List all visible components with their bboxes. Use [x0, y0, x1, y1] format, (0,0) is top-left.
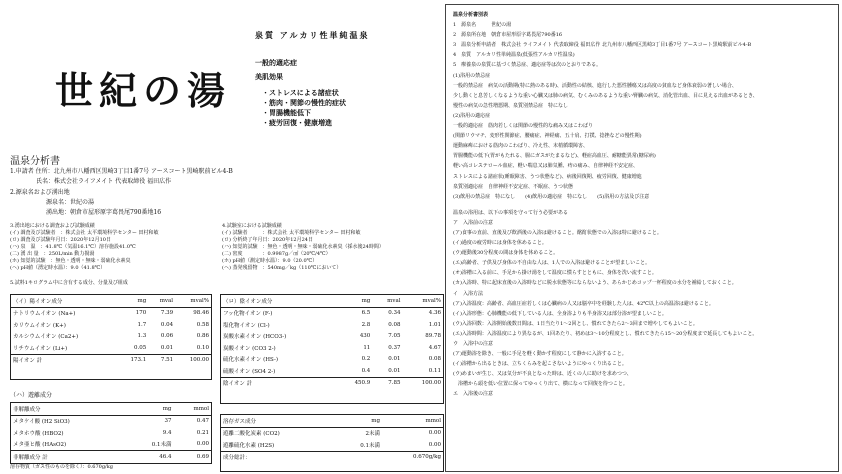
- gas-table: [220, 414, 444, 472]
- survey-line: (ホ) 知覚的試験 ：無色・透明・無味・弱硫化水素臭: [10, 258, 131, 264]
- col-header: mval%: [403, 295, 443, 307]
- supplement-line: 一般的禁忌症 病気の活動期(特に熱のある時)、活動性の結核、進行した悪性腫瘍又は高度の貧血など身体衰弱の著しい場合、: [453, 82, 737, 89]
- lab-results: [222, 223, 384, 272]
- supplement-line: 慢性の病気の急性増悪期、泉質別禁忌症 特になし: [453, 102, 569, 109]
- lab-line: (ロ) 分析終了年月日：2020年12月24日: [222, 237, 313, 243]
- supplement-line: (ア)食事の直前、直後及び飲酒後の入浴は避けること。酩酊状態での入浴は特に避けること。: [453, 229, 662, 236]
- table-total-row: 成分総計： 0.670g/kg: [221, 451, 443, 463]
- col-header: mmol: [173, 403, 211, 415]
- lab-line: (二) 密度 ：0.9987g／㎤（20℃/4℃）: [222, 251, 331, 257]
- section5-heading: 5.試料1キログラム中に含有する成分、分量及び組成: [10, 280, 128, 286]
- table-row: 遊離硫化水素 (H2S) 0.1未満 0.00: [223, 441, 441, 449]
- supplement-line: 胃腸機能の低下(胃がもたれる、腸にガスがたまるなど)、軽症高血圧、耐糖能異常(糖尿病): [453, 153, 656, 160]
- indication-list: [262, 88, 346, 128]
- supplement-line: (ウ)めまいが生じ、又は気分が不良となった時は、近くの人に助けを求めつつ、: [453, 371, 632, 378]
- lab-line: (ヘ) 蒸発残留物 ：540mg／kg（110℃において）: [222, 265, 342, 271]
- supplement-line: (ア)運動浴を除き、一般に手足を軽く動かす程度にして静かに入浴すること。: [453, 351, 627, 358]
- supplement-line: イ 入浴方法: [453, 290, 484, 297]
- supplement-lines: [453, 20, 833, 399]
- source-heading: 2.源泉名および湧出地: [10, 189, 70, 196]
- supplement-line: (イ)浴槽から出るときは、立ちくらみを起こさないようにゆっくり出ること。: [453, 361, 627, 368]
- onsite-survey: [10, 223, 158, 272]
- col-header: mg: [337, 415, 382, 427]
- survey-line: 3.湧出地における調査および試験成績: [10, 223, 95, 229]
- supplement-line: (関節リウマチ、変形性関節症、腰痛症、神経痛、五十肩、打撲、捻挫などの慢性期): [453, 133, 642, 140]
- table-total-row: 陰イオン 計 450.9 7.85 100.00: [221, 377, 443, 389]
- supplement-line: (イ)入浴形態：心肺機能の低下している人は、全身浴よりも半身浴又は部分浴が望ましいこと。: [453, 310, 667, 317]
- table-row: 塩化物イオン (Cl-) 2.8 0.08 1.01: [223, 321, 441, 329]
- survey-line: (ロ) 調査及び試験年月日：2020年12月10日: [10, 237, 111, 243]
- indication-item: ・ストレスによる諸症状: [262, 88, 339, 97]
- cation-table: [10, 294, 212, 380]
- table-row: 硫化水素イオン (HS-) 0.2 0.01 0.08: [223, 356, 441, 364]
- supplement-line: 泉質別適応症 自律神経不安定症、不眠症、うつ状態: [453, 183, 574, 190]
- table-row: リチウムイオン (Li+) 0.05 0.01 0.10: [13, 344, 209, 352]
- table-row: 遊離二酸化炭素 (CO2) 2未満 0.00: [223, 430, 441, 438]
- supplement-line: ウ 入浴中の注意: [453, 341, 494, 347]
- supplement-content: [453, 10, 833, 400]
- supplement-line: 運動麻痺における筋肉のこわばり、冷え性、末梢循環障害、: [453, 143, 589, 150]
- survey-line: (ヘ) pH値（湧定時水温）：9.0（41.8℃）: [10, 265, 106, 271]
- supplement-heading: 温泉分析書別表: [453, 12, 489, 18]
- onsen-name-logo: 世紀の湯: [55, 68, 232, 113]
- lab-line: (ハ) 知覚的試験 ：無色・透明・無味・弱硫化水素臭（採水後24時間）: [222, 244, 384, 250]
- supplement-line: エ 入浴後の注意: [453, 391, 494, 398]
- survey-line: (二) 湧 出 量 ：250L/min 動力揚湯: [10, 251, 95, 257]
- table-row: フッ化物イオン (F-) 6.5 0.34 4.36: [223, 310, 441, 318]
- nondissociated-table: [10, 402, 212, 464]
- indication-item: ・疲労回復・健康増進: [262, 118, 332, 127]
- anion-table: [220, 294, 444, 404]
- lab-line: (ホ) pH値（測定時水温）：9.0（20.0℃）: [222, 258, 318, 264]
- table-total-row: 陽イオン 計 173.1 7.51 100.00: [11, 354, 211, 366]
- indication-item: ・胃腸機能低下: [262, 108, 311, 117]
- source-name: 源泉名：世紀の湯: [46, 199, 95, 206]
- supplement-line: (ウ)運動後30分程度の間は身体を休めること。: [453, 250, 559, 257]
- supplement-line: 1 源泉名 世紀の湯: [453, 22, 512, 29]
- col-header: mg: [338, 295, 372, 307]
- dissolved-matter-note: 溶存物質（ガス性のものを除く）：0.670g/kg: [10, 464, 113, 470]
- table-row: メタホウ酸 (HBO2) 9.4 0.21: [13, 429, 209, 437]
- lab-line: 4.試験室における試験成績: [222, 223, 282, 229]
- col-header: mg: [118, 295, 148, 307]
- supplement-line: 軽い高コレステロール血症、軽い喘息又は肺気腫、痔の痛み、自律神経不安定症、: [453, 163, 638, 170]
- supplement-line: (ウ)入浴回数：入浴開始後数日間は、1日当たり1～2回とし、慣れてきたら2～3回まで増やしてもよいこと。: [453, 320, 698, 327]
- supplement-line: (2)浴用の適応症: [453, 112, 491, 119]
- supplement-line: (イ)過度の疲労時には身体を休めること。: [453, 240, 547, 247]
- supplement-line: 5 療養泉の泉質に基づく禁忌症、適応症等は次のとおりである。: [453, 62, 602, 69]
- beauty-effect: 美肌効果: [255, 72, 283, 81]
- gas-title: 溶存ガス成分: [221, 415, 337, 427]
- supplement-line: (カ)入浴時、特に起床直後の入浴時などに脱水状態等にならないよう、あらかじめコップ一杯程度の水分を補給しておくこと。: [453, 280, 737, 287]
- table-row: 炭酸水素イオン (HCO3-) 430 7.05 89.78: [223, 333, 441, 341]
- table-row: メタ亜ヒ酸 (HAsO2) 0.1未満 0.00: [13, 441, 209, 449]
- supplement-line: (エ)高齢者、子供及び身体の不自由な人は、1人での入浴は避けることが望ましいこと。: [453, 260, 651, 267]
- nondiss-subtitle: 非解離成分: [11, 403, 128, 415]
- supplement-line: 浴槽から頭を低い位置に保ってゆっくり出て、横になって回復を待つこと。: [453, 381, 628, 388]
- supplement-line: (3)飲用の禁忌症 特になし (4)飲用の適応症 特になし (5)浴用の方法及び注意: [453, 193, 650, 200]
- table-row: 炭酸イオン (CO3 2-) 11 0.37 4.67: [223, 344, 441, 352]
- supplement-line: 4 泉質 アルカリ性単純温泉(低張性アルカリ性温泉): [453, 52, 575, 59]
- applicant-name: 氏名：株式会社ライフメイト 代表取締役 福田広作: [36, 178, 172, 185]
- supplement-line: 2 源泉所在地 朝倉市屋形原字葛畏尾790番16: [453, 32, 563, 39]
- supplement-line: ストレスによる諸症状(睡眠障害、うつ状態など)、病後回復期、疲労回復、健康増進: [453, 173, 642, 180]
- supplement-line: (オ)浴槽に入る前に、手足から掛け湯をして温度に慣らすとともに、身体を洗い流すこと。: [453, 270, 657, 277]
- supplement-line: 温泉の浴用は、以下の事項を守って行う必要がある: [453, 209, 569, 216]
- table-row: カリウムイオン (K+) 1.7 0.04 0.58: [13, 321, 209, 329]
- cation-title: （イ）陽イオン成分: [11, 295, 118, 307]
- table-row: ナトリウムイオン (Na+) 170 7.39 98.46: [13, 310, 209, 318]
- survey-line: (イ) 調査及び試験者 ：株式会社 太平環境科学センター 田村和敏: [10, 230, 159, 236]
- table-row: カルシウムイオン (Ca2+) 1.3 0.06 0.86: [13, 333, 209, 341]
- supplement-line: ア 入浴前の注意: [453, 219, 494, 226]
- supplement-line: 少し動くと息苦しくなるような重い心臓又は肺の病気、むくみのあるような重い腎臓の病気、消化管出血、目に見える出血があるとき、: [453, 92, 758, 99]
- col-header: mval: [372, 295, 402, 307]
- supplement-line: (ア)入浴温度：高齢者、高血圧症若しくは心臓病の人又は脳卒中を経験した人は、42℃以上の高温浴は避けること。: [453, 300, 714, 307]
- applicant-address: 1.申請者 住所：北九州市八幡西区黒崎3丁目1番7号 アースコート黒崎駅前ビル4-B: [10, 168, 233, 175]
- report-title: 温泉分析書: [10, 156, 60, 167]
- spring-quality: 泉質 アルカリ性単純温泉: [255, 30, 370, 40]
- free-components-title: （ハ）遊離成分: [10, 392, 53, 399]
- col-header: mval%: [175, 295, 211, 307]
- supplement-line: 一般的適応症 筋肉若しくは関節の慢性的な痛み又はこわばり: [453, 123, 594, 130]
- col-header: mmol: [382, 415, 443, 427]
- anion-title: （ロ）陰イオン成分: [221, 295, 338, 307]
- supplement-line: 3 温泉分析申請者 株式会社 ライフメイト 代表取締役 福田広作 北九州市八幡西区黒崎3丁目1番7号 アースコート黒崎駅前ビル4-B: [453, 42, 752, 49]
- indication-item: ・筋肉・関節の慢性的症状: [262, 98, 346, 107]
- table-total-row: 非解離成分 計 46.4 0.69: [11, 451, 211, 463]
- survey-line: (ハ) 泉 温 ：41.8℃（気温16.1℃）溶存施設41.0℃: [10, 244, 136, 250]
- col-header: mg: [128, 403, 174, 415]
- general-indications-heading: 一般的適応症: [255, 58, 297, 67]
- table-row: メタケイ酸 (H2 SiO3) 37 0.47: [13, 418, 209, 426]
- supplement-line: (1)浴用の禁忌症: [453, 72, 491, 79]
- source-location: 湧出地：朝倉市屋形原字葛畏尾790番地16: [46, 209, 162, 216]
- col-header: mval: [148, 295, 175, 307]
- lab-line: (イ) 試験者 ：株式会社 太平環境科学センター 田村和敏: [222, 230, 361, 236]
- table-row: 硫酸イオン (SO4 2-) 0.4 0.01 0.11: [223, 367, 441, 375]
- supplement-line: (エ)入浴時間：入浴温度により異なるが、1回あたり、初めは3～10分程度とし、慣れてきたら15～20分程度まで延長してもよいこと。: [453, 330, 758, 337]
